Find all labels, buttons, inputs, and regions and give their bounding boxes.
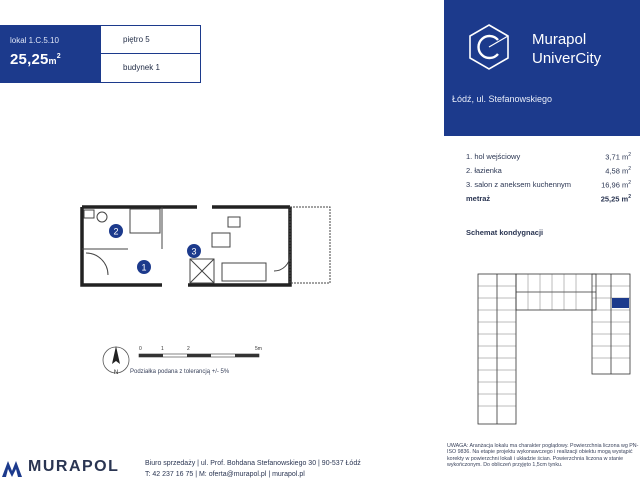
floor-plan xyxy=(72,195,334,295)
scale-tick-label: 5m xyxy=(255,346,262,352)
scale-bar xyxy=(135,343,265,363)
room-row: 3. salon z aneksem kuchennym 16,96 $m^2$ xyxy=(466,180,631,190)
floor-cell xyxy=(101,25,201,54)
footer-company: MURAPOL xyxy=(28,458,120,475)
tolerance-note: Podziałka podana z tolerancją +/- 5% xyxy=(130,369,230,375)
building-label: budynek 1 xyxy=(123,63,160,72)
scale-tick-label: 2 xyxy=(187,346,190,352)
murapol-logo-icon xyxy=(0,459,24,477)
highlighted-unit xyxy=(612,298,629,308)
room-row: 1. hol wejściowy 3,71 $m^2$ xyxy=(466,152,631,162)
total-area-row: metraż 25,25 $m^2$ xyxy=(466,194,631,204)
building-cell xyxy=(101,54,201,83)
unit-area: $25,25m^2$ xyxy=(10,51,61,68)
room-list xyxy=(466,152,631,208)
room-row: 2. łazienka 4,58 $m^2$ xyxy=(466,166,631,176)
brand-panel xyxy=(444,0,640,136)
room-marker-2-label: 2 xyxy=(113,226,119,237)
compass-label: N xyxy=(113,370,119,376)
univercity-logo-icon xyxy=(464,22,514,72)
scale-tick-label: 0 xyxy=(139,346,142,352)
floor-label: piętro 5 xyxy=(123,35,150,44)
schematic-title: Schemat kondygnacji xyxy=(466,228,544,237)
brand-name: Murapol UniverCity xyxy=(532,31,602,67)
brand-address: Łódź, ul. Stefanowskiego xyxy=(452,94,553,104)
footer-disclaimer: UWAGA: Aranżacja lokalu ma charakter poglądowy. Powierzchnia liczona wg PN-ISO 9836. Na etapie projektu wykonawczego i realizacji obiektu mogą wystąpić korekty w powierzchni lokali i układzie ścian. Powierzchnia liczona w stanie wykończonym. Do obliczeń przyjęto 1,5cm tynku. xyxy=(447,443,639,469)
floor-schematic xyxy=(474,272,632,430)
unit-info-box xyxy=(0,25,101,83)
scale-tick-label: 1 xyxy=(161,346,164,352)
room-marker-1-label: 1 xyxy=(141,262,147,273)
footer-office: Biuro sprzedaży | ul. Prof. Bohdana Stefanowskiego 30 | 90-537 Łódź T: 42 237 16 75 | M: oferta@murapol.pl | murapol.pl xyxy=(145,460,361,478)
room-marker-3-label: 3 xyxy=(191,246,197,257)
unit-label: lokal 1.C.5.10 xyxy=(10,36,59,45)
